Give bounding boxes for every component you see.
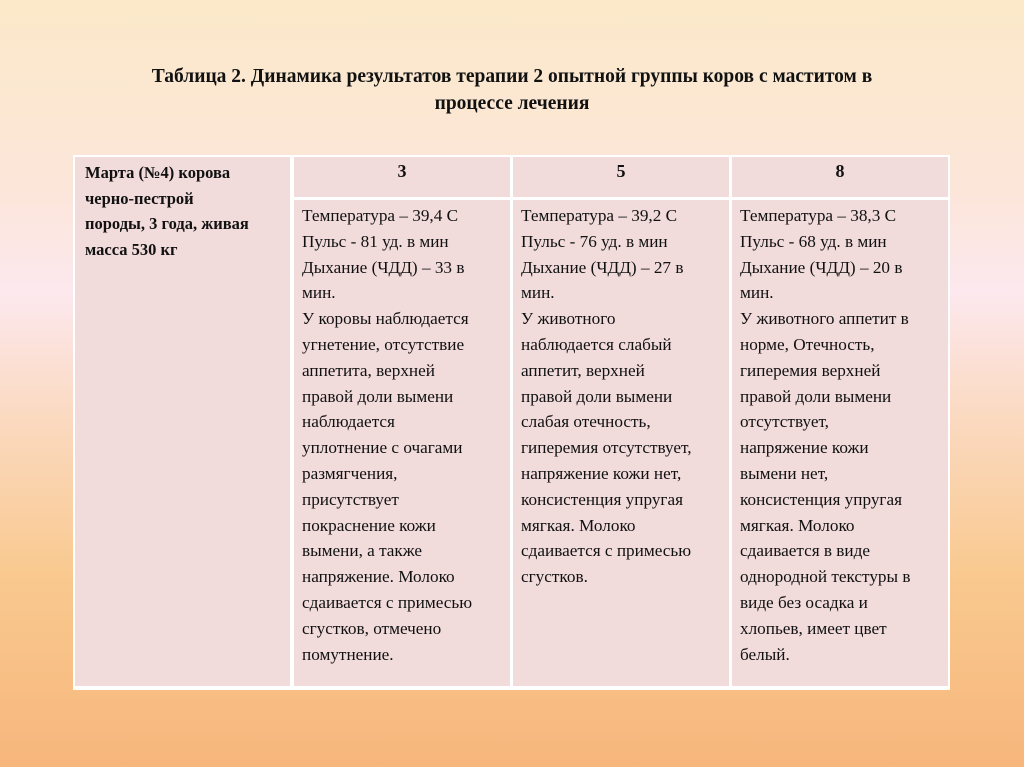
day-header-8: 8 [732,157,948,197]
title-line: процессе лечения [434,93,590,114]
cell-text-line: сдаивается в виде [740,541,870,561]
cell-text-line: мягкая. Молоко [740,515,855,535]
cell-text-line: консистенция упругая [521,489,683,509]
cell-text-line: помутнение. [302,644,394,664]
cell-text-line: напряжение кожи нет, [521,463,682,483]
cell-text-line: Пульс - 68 уд. в мин [740,231,887,251]
cell-text-line: Дыхание (ЧДД) – 20 в [740,257,903,277]
cell-text-line: сдаивается с примесью [302,592,473,612]
cell-text-line: вымени нет, [740,463,829,483]
cell-text-line: правой доли вымени [302,386,454,406]
cell-text-line: сдаивается с примесью [521,541,692,561]
cell-text-line: однородной текстуры в [740,567,911,587]
cell-text-line: гиперемия верхней [740,360,881,380]
cell-text-line: напряжение кожи [740,438,869,458]
cell-text-line: мин. [740,283,774,303]
cell-text-line: масса 530 кг [85,239,178,259]
cell-text-line: Температура – 39,2 С [521,206,678,225]
cell-text-line: Дыхание (ЧДД) – 33 в [302,257,465,277]
cell-text-line: Температура – 39,4 С [302,206,459,225]
cell-text-line: вымени, а также [302,541,423,561]
cell-text-line: напряжение. Молоко [302,567,455,587]
cell-text-line: белый. [740,644,790,664]
cell-text-line: слабая отечность, [521,412,651,432]
cell-text-line: мин. [521,283,555,303]
row-header-cell [75,157,290,686]
cell-text-line: мягкая. Молоко [521,515,636,535]
cell-text-line: Дыхание (ЧДД) – 27 в [521,257,684,277]
cell-text-line: сгустков. [521,567,588,587]
cell-text-line: мин. [302,283,336,303]
day-5-findings [513,200,729,686]
cell-text-line: сгустков, отмечено [302,618,442,638]
cell-text-line: аппетита, верхней [302,360,435,380]
cell-text-line: консистенция упругая [740,489,902,509]
cell-text-line: аппетит, верхней [521,360,645,380]
cell-text-line: наблюдается [302,412,395,432]
cell-text-line: отсутствует, [740,412,829,432]
cell-text-line: черно-пестрой [85,188,194,208]
cell-text-line: виде без осадка и [740,592,868,612]
cell-text-line: угнетение, отсутствие [302,334,465,354]
day-3-findings [294,200,510,686]
cell-text-line: наблюдается слабый [521,334,672,354]
cell-text-line: Марта (№4) корова [85,163,231,182]
title-line: Таблица 2. Динамика результатов терапии 2 опытной группы коров с маститом в [151,66,873,87]
cell-text-line: У животного [521,309,616,329]
slide-title [60,63,964,117]
cell-text-line: правой доли вымени [521,386,673,406]
cell-text-line: Пульс - 81 уд. в мин [302,231,449,251]
cell-text-line: У животного аппетит в [740,309,909,329]
cell-text-line: Температура – 38,3 С [740,206,897,225]
cell-text-line: присутствует [302,489,399,509]
day-header-5: 5 [513,157,729,197]
cell-text-line: гиперемия отсутствует, [521,438,692,458]
cell-text-line: уплотнение с очагами [302,438,463,458]
cell-text-line: Пульс - 76 уд. в мин [521,231,668,251]
cell-text-line: породы, 3 года, живая [85,214,249,233]
cell-text-line: покраснение кожи [302,515,436,535]
cell-text-line: У коровы наблюдается [302,309,469,329]
cell-text-line: норме, Отечность, [740,334,875,354]
cell-text-line: хлопьев, имеет цвет [740,618,887,638]
day-header-3: 3 [294,157,510,197]
cell-text-line: правой доли вымени [740,386,892,406]
day-8-findings [732,200,948,686]
cell-text-line: размягчения, [302,463,398,483]
